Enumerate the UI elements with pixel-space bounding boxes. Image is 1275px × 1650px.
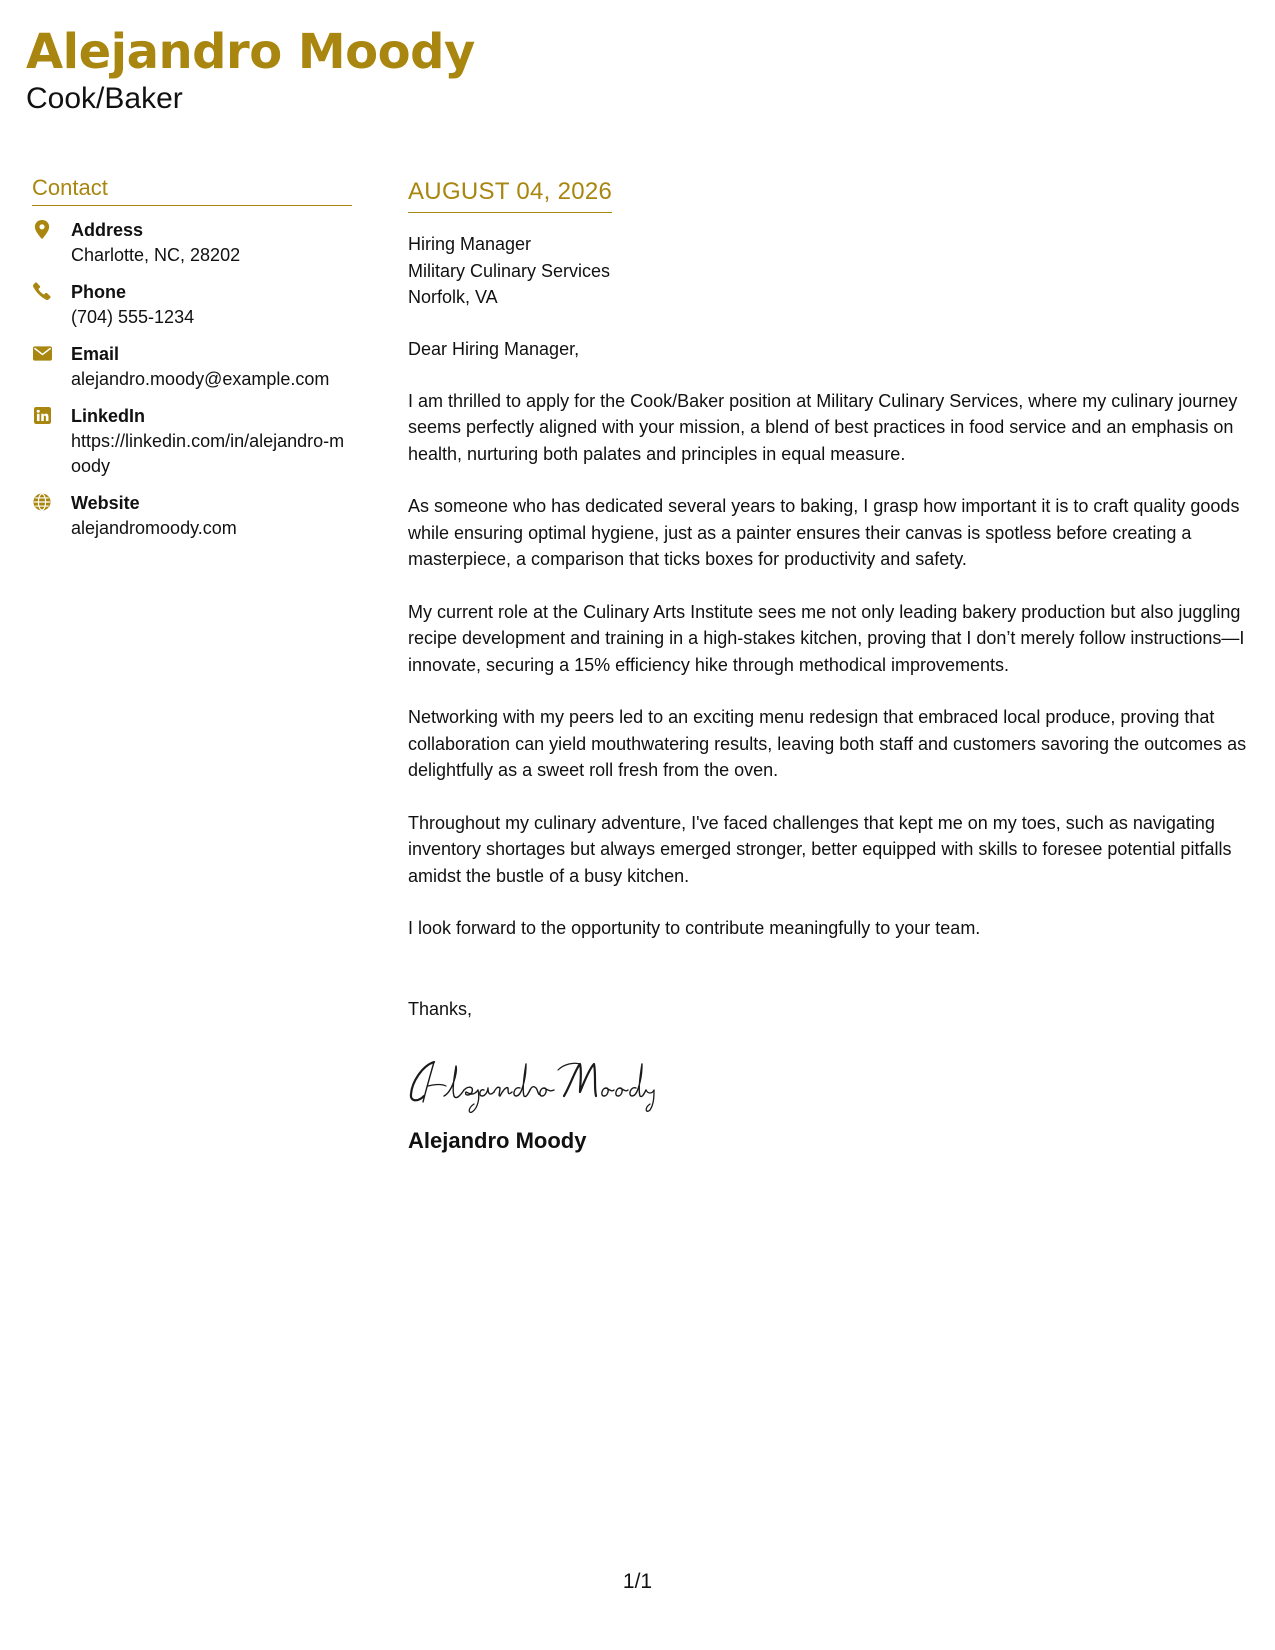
contact-label: LinkedIn [71, 406, 146, 426]
linkedin-icon [32, 405, 52, 425]
closing: Thanks, [408, 998, 473, 1019]
handwritten-signature [408, 1052, 1253, 1114]
cover-letter-body [408, 178, 1253, 1154]
contact-label: Phone [71, 282, 127, 302]
phone-value: (704) 555-1234 [71, 307, 195, 327]
letter-paragraph: I look forward to the opportunity to contribute meaningfully to your team. [408, 918, 981, 938]
recipient-line: Military Culinary Services [408, 260, 611, 281]
phone-icon [32, 281, 52, 301]
signer-name: Alejandro Moody [408, 1127, 587, 1153]
recipient-block [408, 231, 1253, 311]
contact-item-linkedin [32, 404, 352, 479]
contact-label: Website [71, 493, 140, 513]
page-number: 1/1 [622, 1570, 653, 1593]
recipient-line: Norfolk, VA [408, 287, 498, 307]
globe-icon [32, 492, 52, 512]
contact-label: Email [71, 344, 120, 364]
map-pin-icon [32, 219, 52, 239]
letter-date: AUGUST 04, 2026 [408, 178, 613, 205]
letter-paragraph: Networking with my peers led to an exciting menu redesign that embraced local produce, proving that collaboration can yield mouthwatering results, leaving both staff and customers savoring the outcomes as delightfully as a sweet roll fresh from the oven. [408, 707, 1247, 780]
letter-paragraph: Throughout my culinary adventure, I've faced challenges that kept me on my toes, such as navigating inventory shortages but always emerged stronger, better equipped with skills to foresee potential pitfalls amidst the bustle of a busy kitchen. [408, 812, 1232, 886]
resume-header [26, 22, 475, 116]
date-block [408, 178, 612, 213]
address-value: Charlotte, NC, 28202 [71, 245, 241, 265]
contact-section-title: Contact [32, 175, 352, 206]
contact-item-address [32, 218, 352, 268]
recipient-line: Hiring Manager [408, 234, 532, 254]
salutation: Dear Hiring Manager, [408, 338, 580, 359]
email-value[interactable]: alejandro.moody@example.com [71, 369, 330, 389]
contact-item-email [32, 342, 352, 392]
contact-label: Address [71, 220, 144, 240]
website-value[interactable]: alejandromoody.com [71, 518, 237, 538]
envelope-icon [32, 343, 52, 363]
applicant-title: Cook/Baker [26, 82, 183, 115]
contact-item-website [32, 491, 352, 541]
linkedin-value[interactable]: https://linkedin.com/in/alejandro-moody [71, 431, 345, 476]
contact-item-phone [32, 280, 352, 330]
letter-paragraph: As someone who has dedicated several years to baking, I grasp how important it is to craft quality goods while ensuring optimal hygiene, just as a painter ensures their canvas is spotless before creating a masterpiece, a comparison that ticks boxes for productivity and safety. [408, 496, 1240, 569]
contact-sidebar [32, 175, 352, 553]
letter-paragraph: My current role at the Culinary Arts Institute sees me not only leading bakery production but also juggling recipe development and training in a high-stakes kitchen, proving that I don’t merely follow instructions—I innovate, securing a 15% efficiency hike through methodical improvements. [408, 601, 1245, 675]
letter-paragraph: I am thrilled to apply for the Cook/Baker position at Military Culinary Services, where my culinary journey seems perfectly aligned with your mission, a blend of best practices in food service and an emphasis on health, nurturing both palates and principles in equal measure. [408, 390, 1238, 464]
applicant-name: Alejandro Moody [26, 24, 475, 80]
